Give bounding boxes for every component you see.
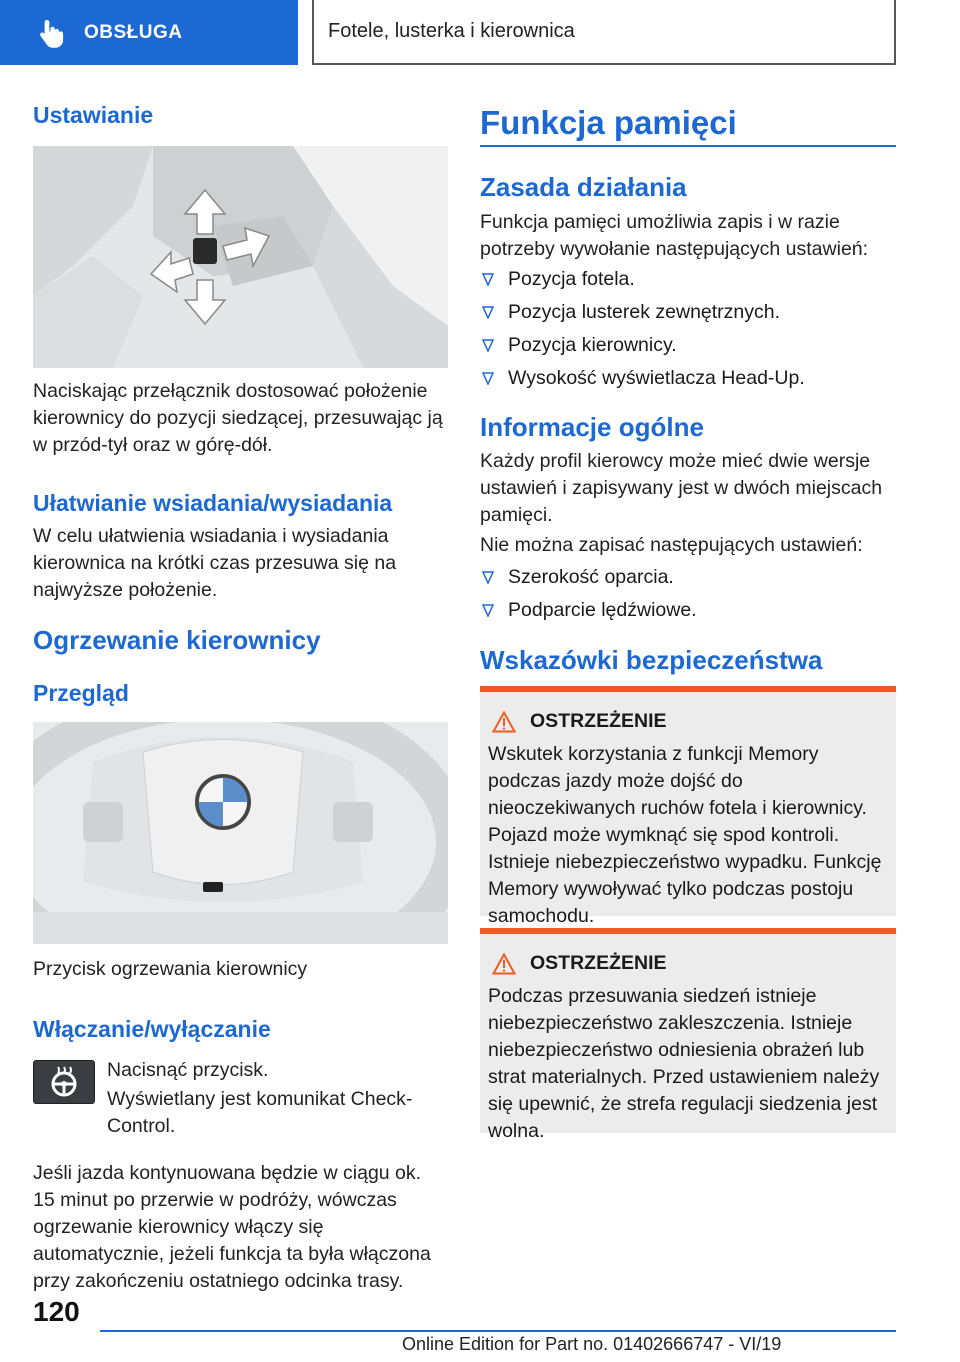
heading-ustawianie: Ustawianie bbox=[33, 102, 154, 128]
bullet-triangle-icon bbox=[482, 339, 494, 352]
informacje-text: Każdy profil kierowcy może mieć dwie wersje ustawień i zapisywany jest w dwóch miejscach pamięci. bbox=[480, 450, 883, 526]
section-tab[interactable] bbox=[0, 0, 298, 65]
warning-title-row bbox=[492, 952, 888, 975]
section-label: OBSŁUGA bbox=[84, 21, 183, 43]
page-number: 120 bbox=[33, 1296, 80, 1327]
przeglad-caption: Przycisk ogrzewania kierownicy bbox=[33, 958, 308, 980]
nie-list bbox=[480, 564, 896, 630]
chapter-title-box bbox=[312, 0, 896, 65]
warning-title: OSTRZEŻENIE bbox=[530, 952, 667, 974]
heading-wlaczanie: Włączanie/wyłączanie bbox=[33, 1016, 271, 1042]
warning-triangle-icon bbox=[492, 953, 516, 975]
footer-rule bbox=[100, 1330, 896, 1332]
bullet-triangle-icon bbox=[482, 273, 494, 286]
bullet-triangle-icon bbox=[482, 571, 494, 584]
chapter-title: Fotele, lusterka i kierownica bbox=[328, 20, 575, 42]
nie-text: Nie można zapisać następujących ustawień: bbox=[480, 534, 863, 556]
steering-wheel-illustration bbox=[33, 722, 448, 944]
warning-box-2 bbox=[480, 928, 896, 1142]
warning-triangle-icon bbox=[492, 711, 516, 733]
hand-pointer-icon bbox=[38, 18, 66, 48]
warning-title: OSTRZEŻENIE bbox=[530, 710, 667, 732]
list-item: Pozycja kierownicy. bbox=[480, 332, 896, 359]
list-item: Podparcie lędźwiowe. bbox=[480, 597, 896, 624]
ustawianie-text: Naciskając przełącznik dostosować położenie kierownicy do pozycji siedzącej, przesuwając ją w przód-tył oraz w górę-dół. bbox=[33, 380, 443, 456]
heading-wskazowki: Wskazówki bezpieczeństwa bbox=[480, 645, 823, 675]
warning-box-1 bbox=[480, 686, 896, 927]
list-item: Szerokość oparcia. bbox=[480, 564, 896, 591]
list-item: Pozycja fotela. bbox=[480, 266, 896, 293]
wlaczanie-step-2: Wyświetlany jest komunikat Check-Control. bbox=[107, 1088, 413, 1137]
warning-text: Podczas przesuwania siedzeń istnieje niebezpieczeństwo zakleszczenia. Istnieje niebezpieczeństwo odniesienia obrażeń lub strat materialnych. Przed ustawieniem należy się upewnić, że strefa regulacji siedzenia jest wolna. bbox=[488, 985, 880, 1142]
list-item: Pozycja lusterek zewnętrznych. bbox=[480, 299, 896, 326]
jesli-text: Jeśli jazda kontynuowana będzie w ciągu ok. 15 minut po przerwie w podróży, wówczas ogrzewanie kierownicy włączy się automatycznie, jeżeli funkcja ta była włączona przy zakończeniu ostatniego odcinka trasy. bbox=[33, 1162, 431, 1292]
warning-text: Wskutek korzystania z funkcji Memory podczas jazdy może dojść do nieoczekiwanych ruchów fotela i kierownicy. Pojazd może wymknąć się spod kontroli. Istnieje niebezpieczeństwo wypadku. Funkcję Memory wywoływać tylko podczas postoju samochodu. bbox=[488, 743, 882, 927]
bullet-triangle-icon bbox=[482, 372, 494, 385]
heading-przeglad: Przegląd bbox=[33, 680, 129, 706]
heading-zasada: Zasada działania bbox=[480, 172, 687, 202]
bullet-triangle-icon bbox=[482, 306, 494, 319]
wlaczanie-step-2-part1 bbox=[107, 1086, 447, 1140]
heading-funkcja-pamieci: Funkcja pamięci bbox=[480, 104, 737, 141]
warning-title-row bbox=[492, 710, 888, 733]
bullet-triangle-icon bbox=[482, 604, 494, 617]
heading-ogrzewanie: Ogrzewanie kierownicy bbox=[33, 625, 321, 655]
wlaczanie-step-1: Nacisnąć przycisk. bbox=[107, 1059, 269, 1081]
heading-informacje: Informacje ogólne bbox=[480, 412, 704, 442]
steering-adjust-photo bbox=[33, 146, 448, 368]
zasada-text: Funkcja pamięci umożliwia zapis i w razie potrzeby wywołanie następujących ustawień: bbox=[480, 211, 869, 260]
edition-note: Online Edition for Part no. 01402666747 - VI/19 bbox=[402, 1334, 782, 1354]
ulatwianie-text: W celu ułatwienia wsiadania i wysiadania kierownica na krótki czas przesuwa się na najwyższe położenie. bbox=[33, 525, 397, 601]
heated-steering-button-icon bbox=[33, 1060, 95, 1104]
list-item: Wysokość wyświetlacza Head-Up. bbox=[480, 365, 896, 392]
steering-heating-photo bbox=[33, 722, 448, 944]
zasada-list bbox=[480, 266, 896, 398]
steering-column-illustration bbox=[33, 146, 448, 368]
heading-underline bbox=[480, 145, 896, 147]
heading-ulatwianie: Ułatwianie wsiadania/wysiadania bbox=[33, 490, 393, 516]
